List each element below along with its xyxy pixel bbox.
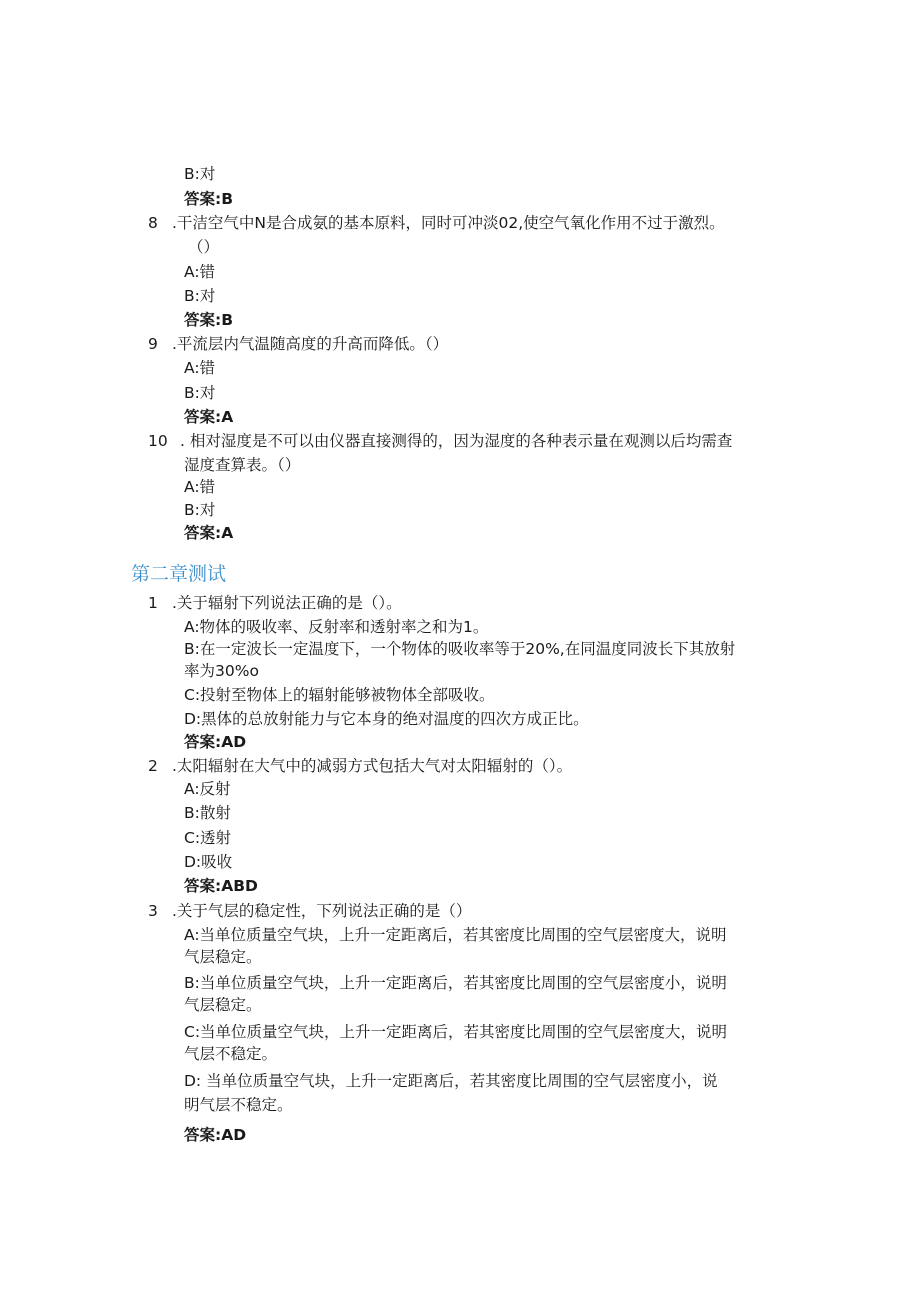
q8-text: .干洁空气中N是合成氨的基本原料，同时可冲淡02,使空气氧化作用不过于激烈。 [172,214,725,232]
c2-q2-option-b: B:散射 [184,804,231,822]
c2-q3-option-d-cont: 明气层不稳定。 [184,1096,293,1114]
q10-number: 10 [148,432,168,450]
q9-option-a: A:错 [184,359,216,377]
q10-text: . 相对湿度是不可以由仪器直接测得的，因为湿度的各种表示量在观测以后均需查 [180,432,733,450]
q10-answer: 答案:A [184,524,234,542]
c2-q1-option-d: D:黑体的总放射能力与它本身的绝对温度的四次方成正比。 [184,710,589,728]
c2-q3-option-b: B:当单位质量空气块，上升一定距离后，若其密度比周围的空气层密度小，说明 [184,974,727,992]
q8-option-b: B:对 [184,287,216,305]
c2-q3-option-c-cont: 气层不稳定。 [184,1045,278,1063]
c2-q1-number: 1 [148,594,158,612]
c2-q2-option-a: A:反射 [184,780,231,798]
q8-answer: 答案:B [184,311,234,329]
q10-option-b: B:对 [184,501,216,519]
c2-q3-option-c: C:当单位质量空气块，上升一定距离后，若其密度比周围的空气层密度大，说明 [184,1023,728,1041]
c2-q2-text: .太阳辐射在大气中的减弱方式包括大气对太阳辐射的（）。 [172,757,573,775]
q8-number: 8 [148,214,158,232]
c2-q2-number: 2 [148,757,158,775]
q7-answer: 答案:B [184,190,234,208]
q9-number: 9 [148,335,158,353]
chapter-heading: 第二章测试 [131,563,227,585]
q9-answer: 答案:A [184,408,234,426]
q8-option-a: A:错 [184,263,216,281]
c2-q2-answer: 答案:ABD [184,877,258,895]
q8-text-cont: （） [188,238,220,256]
q10-option-a: A:错 [184,478,216,496]
c2-q3-number: 3 [148,902,158,920]
c2-q2-option-c: C:透射 [184,829,232,847]
q7-option-b: B:对 [184,165,216,183]
c2-q3-text: .关于气层的稳定性，下列说法正确的是（） [172,902,472,920]
c2-q3-option-b-cont: 气层稳定。 [184,996,262,1014]
c2-q3-option-a: A:当单位质量空气块，上升一定距离后，若其密度比周围的空气层密度大，说明 [184,926,727,944]
c2-q1-text: .关于辐射下列说法正确的是（）。 [172,594,402,612]
c2-q2-option-d: D:吸收 [184,853,233,871]
c2-q1-answer: 答案:AD [184,733,247,751]
q9-text: .平流层内气温随高度的升高而降低。（） [172,335,449,353]
c2-q3-answer: 答案:AD [184,1126,247,1144]
c2-q1-option-c: C:投射至物体上的辐射能够被物体全部吸收。 [184,686,495,704]
c2-q1-option-a: A:物体的吸收率、反射率和透射率之和为1。 [184,618,489,636]
c2-q1-option-b: B:在一定波长一定温度下，一个物体的吸收率等于20%,在同温度同波长下其放射 [184,640,736,658]
q10-text-cont: 湿度查算表。（） [184,456,301,474]
c2-q3-option-d: D: 当单位质量空气块，上升一定距离后，若其密度比周围的空气层密度小，说 [184,1072,718,1090]
c2-q3-option-a-cont: 气层稳定。 [184,948,262,966]
c2-q1-option-b-cont: 率为30%o [184,662,259,680]
q9-option-b: B:对 [184,384,216,402]
